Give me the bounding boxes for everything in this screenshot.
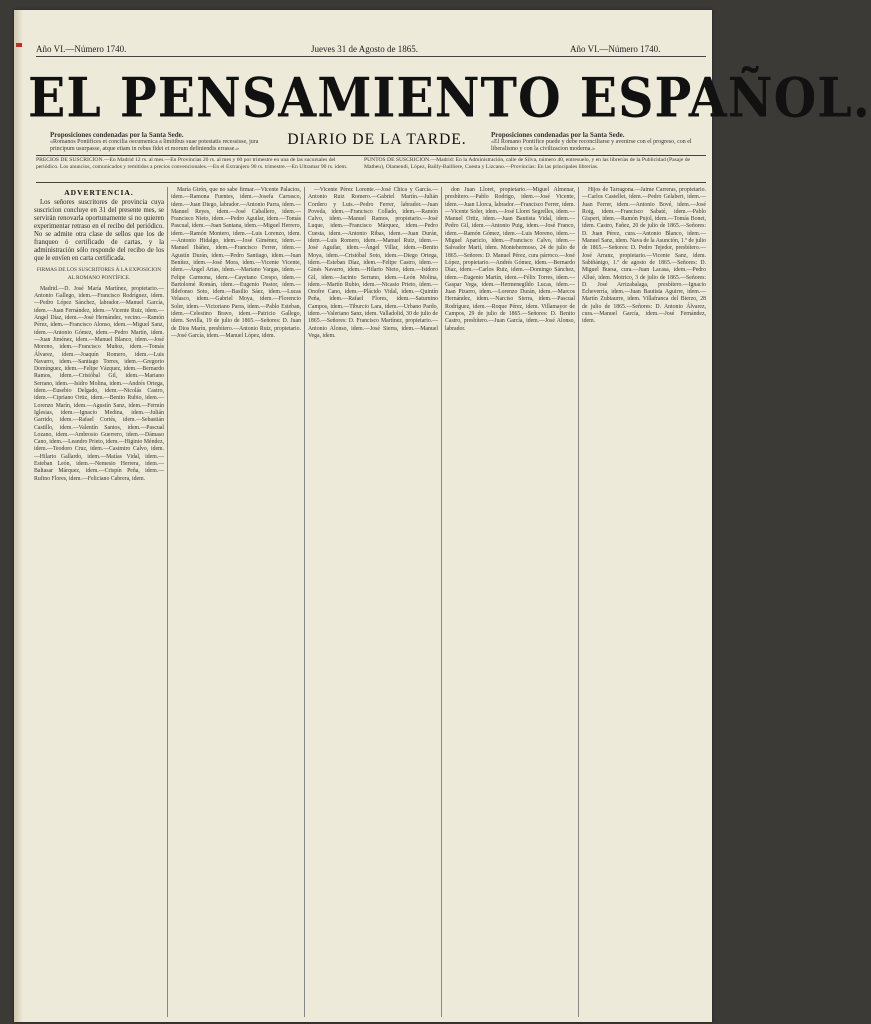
text-columns xyxy=(34,187,706,1017)
header-rule-top xyxy=(36,56,706,57)
masthead: EL PENSAMIENTO ESPAÑOL. xyxy=(28,66,871,130)
column-4-text: don Juan Lloret, propietario.—Miguel Almenar, presbítero.—Pablo Rodrigo, idem.—José Vicente, idem.—Juan Llorca, labrador.—Francisco Ferrer, idem.—Vicente Soler, idem.—José Lloret Segrelles, idem.—Manuel Ortiz, idem.—Juan Bautista Vidal, idem.—Pedro Gil, idem.—Antonio Puig, idem.—José Franco, idem.—Ramón Gómez, idem.—Luis Moreno, idem.—Miguel Aparicio, idem.—Francisco Calvo, idem.—Salvador Martí, idem. Montehermoso, 24 de julio de 1865.—Señores: D. Manuel Pérez, cura párroco.—José López, propietario.—Andrés Gómez, idem.—Bernardo Díaz, idem.—Carlos Ruiz, idem.—Domingo Sánchez, idem.—Eugenio Martín, idem.—Félix Torres, idem.—Gaspar Vega, idem.—Hermenegildo Lucas, idem.—Juan Pizarro, idem.—Lorenzo Durán, idem.—Marcos Hernández, idem.—Narciso Sierra, idem.—Pascual Rodríguez, idem.—Roque Pérez, idem. Villamayor de Campos, 29 de julio de 1865.—Señores: D. Benito Castro, presbítero.—Juan García, idem.—José Alonso, labrador. xyxy=(445,187,575,332)
column-2-text: María Girón, que no sabe firmar.—Vicente Palacios, idem.—Ramona Fuentes, idem.—Josefa Carrasco, idem.—Juan Diego, labrador.—Antonio Parra, idem.—Manuel Reyes, idem.—José Caballero, idem.—Francisco Nieto, idem.—Pedro Aguilar, idem.—Tomás Pascual, idem.—Juan Santana, idem.—Miguel Herrero, idem.—Ramón Montero, idem.—Luis Lorenzo, idem.—Antonio Hidalgo, idem.—José Giménez, idem.—Manuel Ibáñez, idem.—Francisco Ferrer, idem.—Agustín Durán, idem.—Pedro Santiago, idem.—Juan Benítez, idem.—José Mora, idem.—Vicente Vicente, idem.—Ángel Arias, idem.—Mariano Vargas, idem.—Felipe Carmona, idem.—Cayetano Crespo, idem.—Bartolomé Román, idem.—Eugenio Pastor, idem.—Ildefonso Soto, idem.—Basilio Sáez, idem.—Lucas Velasco, idem.—Gabriel Moya, idem.—Florencio Soler, idem.—Victoriano Parra, idem.—Pablo Esteban, idem.—Celestino Bravo, idem.—Patricio Gallego, idem. Sevilla, 19 de julio de 1865.—Señores: D. Juan de Dios Marín, presbítero.—Antonio Ruiz, propietario.—José García, idem.—Manuel López, idem. xyxy=(171,187,301,339)
column-1-text: Madrid.—D. José María Martínez, propietario.—Antonio Gallego, idem.—Francisco Rodríguez, idem.—Pedro López Sánchez, labrador.—Manuel García, idem.—Juan Fernández, idem.—Vicente Ruiz, idem.—Angel Díaz, idem.—José Hernández, vecino.—Ramón Pérez, idem.—Francisco Alonso, idem.—Miguel Sanz, idem.—Antonio Gómez, idem.—Pedro Martín, idem.—Juan Jiménez, idem.—Manuel Blanco, idem.—José Moreno, idem.—Francisco Muñoz, idem.—Tomás Álvarez, idem.—Joaquín Romero, idem.—Luis Navarro, idem.—Santiago Torres, idem.—Gregorio Domínguez, idem.—Felipe Vázquez, idem.—Bernardo Ramos, idem.—Cristóbal Gil, idem.—Mariano Serrano, idem.—Isidro Molina, idem.—Andrés Ortega, idem.—Eusebio Delgado, idem.—Nicolás Castro, idem.—Cipriano Ortiz, idem.—Benito Rubio, idem.—Lorenzo Marín, idem.—Agustín Sanz, idem.—Fermín Iglesias, idem.—Ignacio Medina, idem.—Julián Garrido, idem.—Rafael Cortés, idem.—Sebastián Castillo, idem.—Valentín Santos, idem.—Pascual Lozano, idem.—Ambrosio Guerrero, idem.—Dámaso Cano, idem.—Leandro Prieto, idem.—Higinio Méndez, idem.—Teodoro Cruz, idem.—Casimiro Calvo, idem.—Hilario Gallardo, idem.—Matías Vidal, idem.—Esteban León, idem.—Nemesio Herrera, idem.—Baltasar Márquez, idem.—Crispín Peña, idem.—Rufino Flores, idem.—Feliciano Cabrera, idem. xyxy=(34,285,164,482)
motto-left-title: Proposiciones condenadas por la Santa Sede. xyxy=(50,131,184,139)
issue-date: Jueves 31 de Agosto de 1865. xyxy=(311,44,418,54)
issue-number-left: Año VI.—Número 1740. xyxy=(36,44,127,54)
motto-right-text: «El Romano Pontifice puede y debe reconciliarse y avenirse con el progreso, con el liberalismo y con la civilizacion moderna.» xyxy=(491,139,692,152)
issue-number-right: Año VI.—Número 1740. xyxy=(570,44,661,54)
list-heading: FIRMAS DE LOS SUSCRITORES Á LA EXPOSICION AL ROMANO PONTÍFICE. xyxy=(36,267,162,281)
advertencia-text: Los señores suscritores de provincia cuya suscricion concluye en 31 del presente mes, se servirán renovarla oportunamente si no quieren experimentar retraso en el recibo del periódico. No se admite otra clase de sellos que los de franqueo ó certificado de cartas, y la administración sólo responde del recibo de los que le envíen en carta certificada. xyxy=(34,199,164,263)
column-5-text: Hijos de Tarragona.—Jaime Carreras, propietario.—Carlos Castellet, idem.—Pedro Gelabert, idem.—Juan Ferrer, idem.—Antonio Bové, idem.—José Roig, idem.—Francisco Sabaté, idem.—Pablo Gispert, idem.—Ramón Pujol, idem.—Tomás Bonet, idem. Castro, Fañez, 20 de julio de 1865.—Señores: D. Juan Pérez, cura.—Antonio Blanco, idem.—Manuel Sanz, idem. Nava de la Asunción, 1.º de julio de 1865.—Señores: D. Pedro Tejedor, presbítero.—José Arranz, propietario.—Vicente Sanz, idem. Sabiñánigo, 1.º de agosto de 1865.—Señores: D. Miguel Buesa, cura.—Juan Lacasa, idem.—Pedro Allué, idem. Motrico, 3 de julio de 1865.—Señores: D. José Arrizabalaga, presbítero.—Ignacio Echeverría, idem.—Juan Bautista Aguirre, idem.—Martín Zubiaurre, idem. Villafranca del Bierzo, 28 de julio de 1865.—Señores: D. Antonio Álvarez, cura.—Manuel García, idem.—José Fernández, idem. xyxy=(582,187,706,325)
column-2 xyxy=(171,187,301,1017)
column-1 xyxy=(34,187,164,1017)
column-3-text: —Vicente Pérez Lorente.—José Chica y García.—Antonio Ruiz Romero.—Gabriel Martín.—Julián Cordero y Luis.—Pedro Ferrer, labrador.—Juan Poveda, idem.—Francisco Collado, idem.—Ramón Calvo, idem.—Manuel Ramos, propietario.—José Luque, idem.—Francisco Márquez, idem.—Pedro Cuesta, idem.—Antonio Ribas, idem.—Juan Durán, idem.—Luis Romero, idem.—Manuel Ruiz, idem.—José Aguilar, idem.—Ángel Villar, idem.—Benito Moya, idem.—Cristóbal Soto, idem.—Diego Ortega, idem.—Esteban Díaz, idem.—Felipe Castro, idem.—Ginés Navarro, idem.—Hilario Nieto, idem.—Isidoro Gil, idem.—Jacinto Serrano, idem.—León Molina, idem.—Martín Rubio, idem.—Nicasio Prieto, idem.—Onofre Cano, idem.—Plácido Vidal, idem.—Quintín Peña, idem.—Rafael Flores, idem.—Saturnino Campos, idem.—Tiburcio Lara, idem.—Urbano Pardo, idem.—Valeriano Sanz, idem. Valladolid, 30 de julio de 1865.—Señores: D. Francisco Martínez, propietario.—Antonio Alonso, idem.—José Sierra, idem.—Manuel Vega, idem. xyxy=(308,187,438,339)
page-spine xyxy=(14,10,23,1022)
column-4 xyxy=(445,187,575,1017)
subtitle: DIARIO DE LA TARDE. xyxy=(287,131,467,148)
motto-left xyxy=(50,132,265,153)
column-divider xyxy=(304,187,305,1017)
column-5 xyxy=(582,187,706,1017)
motto-left-text: «Romanos Pontifices et concilia oecumenica a limitibus suae potestatis recessisse, jura principum usurpasse, atque etiam in rebus fidei et morum definiendis errasse.» xyxy=(50,139,259,152)
subscription-points: PUNTOS DE SUSCRICION.—Madrid: En la Administración, calle de Silva, número 40, entresuelo, y en las librerías de la Publicidad (Pasaje de Matheu), Olamendi, López, Bailly-Bailliere, Cuesta y Lizcano.—Provincias: En las principales librerías. xyxy=(364,157,690,170)
motto-right xyxy=(491,132,706,153)
motto-right-title: Proposiciones condenadas por la Santa Sede. xyxy=(491,131,625,139)
binding-mark xyxy=(16,43,22,47)
column-divider xyxy=(578,187,579,1017)
column-divider xyxy=(441,187,442,1017)
column-3 xyxy=(308,187,438,1017)
subscription-prices: PRECIOS DE SUSCRICION.—En Madrid 12 rs. al mes.—En Provincias 20 rs. al mes y 60 por trimestre en una de las sucursales del periódico. Los anuncios, comunicados y remitidos a precios convencionales.—En el Extranjero 90 rs. trimestre.—En Ultramar 90 rs. idem. xyxy=(36,157,348,170)
column-divider xyxy=(167,187,168,1017)
newspaper-page xyxy=(14,10,871,1022)
header-rule-bottom xyxy=(36,182,706,183)
advertencia-heading: ADVERTENCIA. xyxy=(64,188,134,197)
header-rule-mid xyxy=(36,155,706,156)
